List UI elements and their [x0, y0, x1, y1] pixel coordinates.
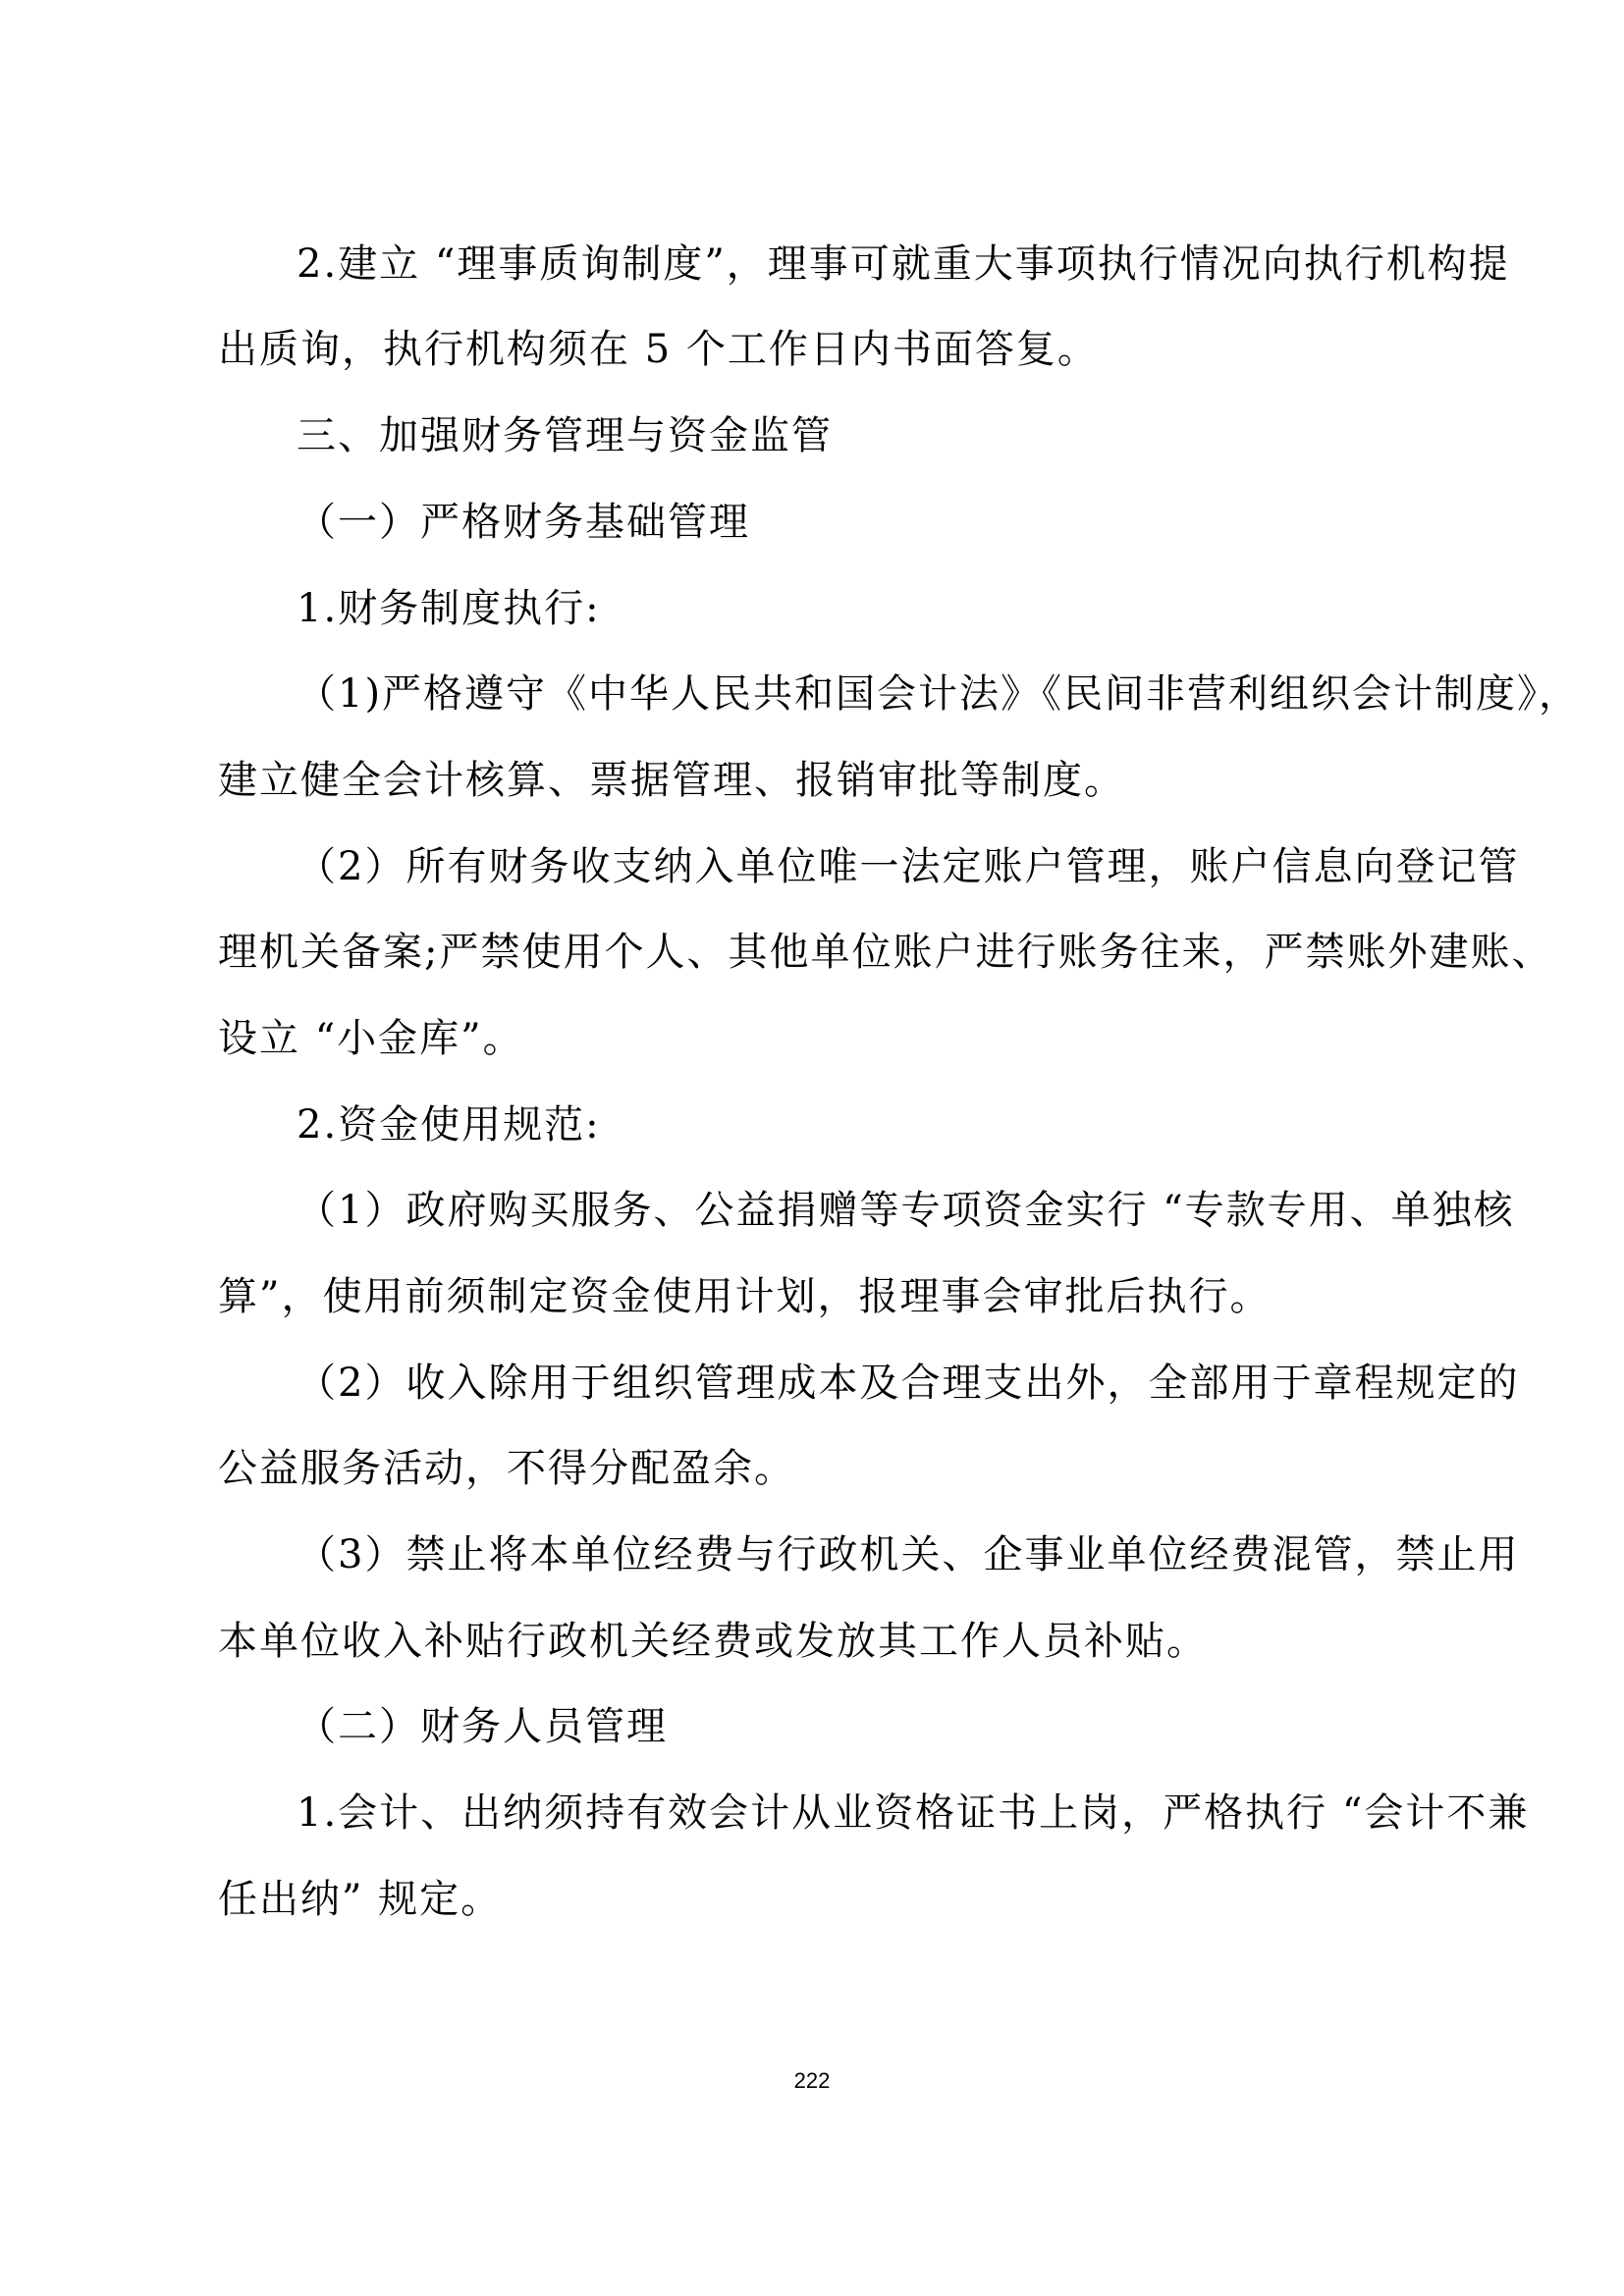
text-line: 设立 “小金库”。 — [218, 1016, 524, 1061]
section-heading: 三、加强财务管理与资金监管 — [297, 413, 833, 458]
text-line: 任出纳” 规定。 — [218, 1877, 503, 1922]
text-line: 出质询，执行机构须在 5 个工作日内书面答复。 — [218, 327, 1099, 372]
page-number: 222 — [793, 2068, 831, 2093]
text-line: 理机关备案;严禁使用个人、其他单位账户进行账务往来，严禁账外建账、 — [218, 930, 1553, 975]
text-line: （1）政府购买服务、公益捐赠等专项资金实行 “专款专用、单独核 — [297, 1188, 1515, 1233]
text-line: 建立健全会计核算、票据管理、报销审批等制度。 — [218, 758, 1125, 803]
subsection-heading: （一）严格财务基础管理 — [297, 500, 750, 545]
text-line: 公益服务活动，不得分配盈余。 — [218, 1446, 795, 1491]
text-line: （1)严格遵守《中华人民共和国会计法》《民间非营利组织会计制度》， — [297, 671, 1581, 717]
text-line: （2）所有财务收支纳入单位唯一法定账户管理，账户信息向登记管 — [297, 844, 1520, 889]
text-line: （2）收入除用于组织管理成本及合理支出外，全部用于章程规定的 — [297, 1361, 1520, 1406]
item-heading: 1.财务制度执行: — [297, 586, 601, 631]
text-line: 本单位收入补贴行政机关经费或发放其工作人员补贴。 — [218, 1619, 1208, 1664]
subsection-heading: （二）财务人员管理 — [297, 1704, 668, 1749]
item-heading: 2.资金使用规范: — [297, 1102, 601, 1148]
text-line: 1.会计、出纳须持有效会计从业资格证书上岗，严格执行 “会计不兼 — [297, 1790, 1530, 1836]
text-line: （3）禁止将本单位经费与行政机关、企事业单位经费混管，禁止用 — [297, 1532, 1520, 1577]
text-line: 2.建立 “理事质询制度”，理事可就重大事项执行情况向执行机构提 — [297, 241, 1510, 287]
text-line: 算”，使用前须制定资金使用计划，报理事会审批后执行。 — [218, 1274, 1272, 1319]
